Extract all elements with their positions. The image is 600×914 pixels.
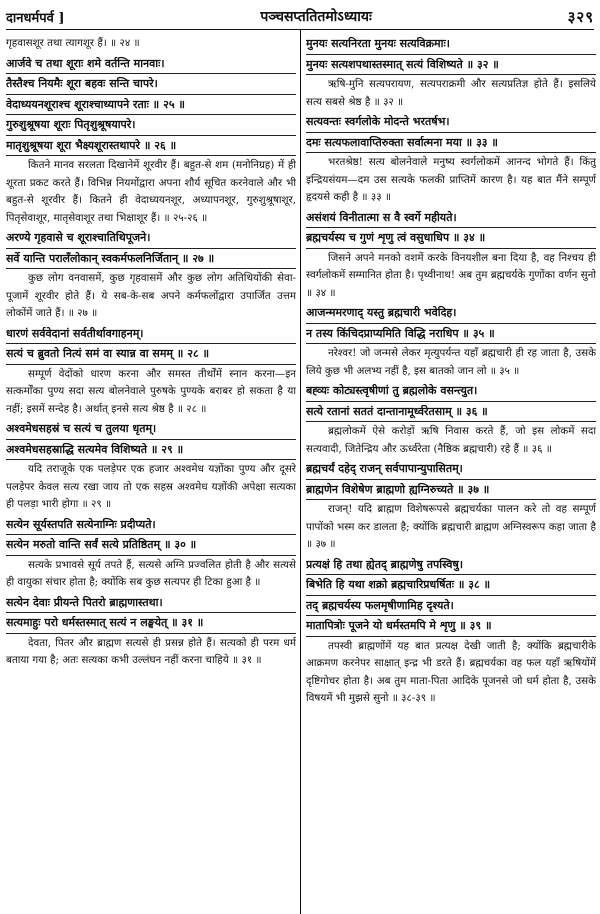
hindi-translation: कुछ लोग वनवासमें, कुछ गृहवासमें और कुछ लोग अतिथियोंकी सेवा-पूजामें शूरवीर होते हैं। ये सब-के-सब अपने कर्मफलोंद्वारा उपार्जित उत्तम लोकोंमें जाते हैं। ॥ २७ ॥	[6, 272, 296, 319]
sanskrit-verse-line: तैस्तैश्च नियमैः शूरा बहवः सन्ति चापरे।	[6, 74, 296, 95]
sanskrit-verse-line: मातृशुश्रूषया शूरा भैक्ष्यशूरास्तथापरे ॥ २६ ॥	[6, 136, 296, 157]
running-header	[6, 4, 594, 30]
sanskrit-verse-line: सत्यमाहुः परो धर्मस्तस्मात् सत्यं न लङ्घयेत् ॥ ३१ ॥	[6, 613, 296, 634]
sanskrit-verse-line: बह्व्यः कोट्यस्त्वृषीणां तु ब्रह्मलोके वसन्त्युत।	[306, 381, 596, 402]
sanskrit-verse-line: दमः सत्यफलावाप्तिरुक्ता सर्वात्मना मया ॥ ३३ ॥	[306, 133, 596, 154]
hindi-translation: तपस्वी ब्राह्मणोंमें यह बात प्रत्यक्ष देखी जाती है; क्योंकि ब्रह्मचारीके आक्रमण करनेपर साक्षात् इन्द्र भी डरते हैं। ब्रह्मचर्यका वह फल यहाँ ऋषियोंमें दृष्टिगोचर होता है। अब तुम माता-पिता आदिके पूजनसे जो धर्म होता है, उसके विषयमें भी मुझसे सुनो ॥ ३८-३९ ॥	[306, 639, 596, 704]
sanskrit-verse-line: ब्राह्मणेन विशेषेण ब्राह्मणो ह्यग्निरुच्यते ॥ ३७ ॥	[306, 480, 596, 501]
sanskrit-verse-line: धारणं सर्ववेदानां सर्वतीर्थावगाहनम्।	[6, 324, 296, 345]
sanskrit-verse-line: प्रत्यक्षं हि तथा ह्येतद् ब्राह्मणेषु तपस्विषु।	[306, 555, 596, 576]
hindi-translation: गृहवासशूर तथा त्यागशूर हैं। ॥ २४ ॥	[6, 37, 140, 49]
hindi-translation: कितने मानव सरलता दिखानेमें शूरवीर हैं। बहुत-से शम (मनोनिग्रह) में ही शूरता प्रकट करते हैं। विभिन्न नियमोंद्वारा अपना शौर्य सूचित करनेवाले और भी बहुत-से शूरवीर हैं। कितने ही वेदाध्ययनशूर, अध्यापनशूर, गुरुशुश्रूषाशूर, पितृसेवाशूर, मातृसेवाशूर तथा भिक्षाशूर हैं। ॥ २५-२६ ॥	[6, 159, 296, 224]
sanskrit-verse-line: अश्वमेधसहस्रं च सत्यं च तुलया धृतम्।	[6, 419, 296, 440]
sanskrit-verse-line: गुरुशुश्रूषया शूराः पितृशुश्रूषयापरे।	[6, 115, 296, 136]
sanskrit-verse-line: असंशयं विनीतात्मा स वै स्वर्गे महीयते।	[306, 208, 596, 229]
sanskrit-verse-line: सत्यं च ब्रुवतो नित्यं समं वा स्यान्न वा समम् ॥ २८ ॥	[6, 344, 296, 365]
sanskrit-verse-line: आजन्ममरणाद् यस्तु ब्रह्मचारी भवेदिह।	[306, 303, 596, 324]
sanskrit-verse-line: मुनयः सत्यशपथास्तस्मात् सत्यं विशिष्यते ॥ ३२ ॥	[306, 55, 596, 76]
sanskrit-verse-line: ब्रह्मचर्यस्य च गुणं शृणु त्वं वसुधाधिप ॥ ३४ ॥	[306, 228, 596, 249]
page-number: ३२९	[567, 7, 594, 26]
sanskrit-verse-line: न तस्य किंचिदप्राप्यमिति विद्धि नराधिप ॥ ३५ ॥	[306, 324, 596, 345]
left-column	[6, 34, 296, 910]
hindi-translation: ऋषि-मुनि सत्यपरायण, सत्यपराक्रमी और सत्यप्रतिज्ञ होते हैं। इसलिये सत्य सबसे श्रेष्ठ है ॥ ३२ ॥	[306, 78, 596, 108]
column-divider	[300, 30, 301, 914]
sanskrit-verse-line: सत्ये रतानां सततं दान्तानामूर्ध्वरेतसाम् ॥ ३६ ॥	[306, 402, 596, 423]
sanskrit-verse-line: सत्येन सूर्यस्तपति सत्येनाग्निः प्रदीप्यते।	[6, 515, 296, 536]
hindi-translation: ब्रह्मलोकमें ऐसे करोड़ों ऋषि निवास करते हैं, जो इस लोकमें सदा सत्यवादी, जितेन्द्रिय और ऊर्ध्वरेता (नैष्ठिक ब्रह्मचारी) रहे हैं ॥ ३६ ॥	[306, 425, 596, 455]
hindi-translation: राजन्! यदि ब्राह्मण विशेषरूपसे ब्रह्मचर्यका पालन करे तो वह सम्पूर्ण पापोंको भस्म कर डालता है; क्योंकि ब्रह्मचारी ब्राह्मण अग्निस्वरूप कहा जाता है ॥ ३७ ॥	[306, 503, 596, 550]
sanskrit-verse-line: बिभेति हि यथा शक्रो ब्रह्मचारिप्रधर्षितः ॥ ३८ ॥	[306, 575, 596, 596]
hindi-translation: सम्पूर्ण वेदोंको धारण करना और समस्त तीर्थोंमें स्नान करना—इन सत्कर्मोंका पुण्य सदा सत्य बोलनेवाले पुरुषके पुण्यके बराबर हो सकता है या नहीं; इसमें सन्देह है। अर्थात् इनसे सत्य श्रेष्ठ है ॥ २८ ॥	[6, 367, 296, 415]
sanskrit-verse-line: सत्यवन्तः स्वर्गलोके मोदन्ते भरतर्षभ।	[306, 112, 596, 133]
sanskrit-verse-line: सत्येन मरुतो वान्ति सर्वं सत्ये प्रतिष्ठितम् ॥ ३० ॥	[6, 535, 296, 556]
hindi-translation: नरेश्वर! जो जन्मसे लेकर मृत्युपर्यन्त यहाँ ब्रह्मचारी ही रह जाता है, उसके लिये कुछ भी अलभ्य नहीं है, इस बातको जान लो ॥ ३५ ॥	[306, 347, 596, 377]
hindi-translation: सत्यके प्रभावसे सूर्य तपते हैं, सत्यसे अग्नि प्रज्वलित होती है और सत्यसे ही वायुका संचार होता है; क्योंकि सब कुछ सत्यपर ही टिका हुआ है ॥	[6, 558, 296, 588]
header-chapter-title: पञ्चसप्ततितमोऽध्यायः	[260, 9, 372, 25]
sanskrit-verse-line: मातापित्रोः पूजने यो धर्मस्तमपि मे शृणु ॥ ३९ ॥	[306, 616, 596, 637]
sanskrit-verse-line: अश्वमेधसहस्राद्धि सत्यमेव विशिष्यते ॥ २९ ॥	[6, 440, 296, 461]
hindi-translation: यदि तराजूके एक पलड़ेपर एक हजार अश्वमेध यज्ञोंका पुण्य और दूसरे पलड़ेपर केवल सत्य रखा जाय तो एक सहस्र अश्वमेध यज्ञोंकी अपेक्षा सत्यका ही पलड़ा भारी होगा ॥ २९ ॥	[6, 463, 296, 510]
right-column	[306, 34, 596, 910]
header-section-title: दानधर्मपर्व ]	[6, 10, 65, 26]
hindi-translation: देवता, पितर और ब्राह्मण सत्यसे ही प्रसन्न होते हैं। सत्यको ही परम धर्म बताया गया है; अतः सत्यका कभी उल्लंघन नहीं करना चाहिये ॥ ३१ ॥	[6, 636, 296, 666]
sanskrit-verse-line: मुनयः सत्यनिरता मुनयः सत्यविक्रमाः।	[306, 34, 596, 55]
sanskrit-verse-line: तद् ब्रह्मचर्यस्य फलमृषीणामिह दृश्यते।	[306, 596, 596, 617]
hindi-translation: भरतश्रेष्ठ! सत्य बोलनेवाले मनुष्य स्वर्गलोकमें आनन्द भोगते हैं। किंतु इन्द्रियसंयम—दम उस सत्यके फलकी प्राप्तिमें कारण है। यह बात मैंने सम्पूर्ण हृदयसे कही है ॥ ३३ ॥	[306, 156, 596, 203]
sanskrit-verse-line: अरण्ये गृहवासे च शूराश्चातिथिपूजने।	[6, 228, 296, 249]
sanskrit-verse-line: वेदाध्ययनशूराश्च शूराश्चाध्यापने रताः ॥ २५ ॥	[6, 95, 296, 116]
sanskrit-verse-line: सत्येन देवाः प्रीयन्ते पितरो ब्राह्मणास्तथा।	[6, 593, 296, 614]
sanskrit-verse-line: सर्वे यान्ति परालँलोकान् स्वकर्मफलनिर्जितान् ॥ २७ ॥	[6, 249, 296, 270]
sanskrit-verse-line: ब्रह्मचर्यं दहेद् राजन् सर्वपापान्युपासितम्।	[306, 459, 596, 480]
hindi-translation: जिसने अपने मनको वशमें करके विनयशील बना दिया है, वह निश्चय ही स्वर्गलोकमें सम्मानित होता है। पृथ्वीनाथ! अब तुम ब्रह्मचर्यके गुणोंका वर्णन सुनो ॥ ३४ ॥	[306, 251, 596, 299]
sanskrit-verse-line: आर्जवे च तथा शूराः शमे वर्तन्ति मानवाः।	[6, 54, 296, 75]
